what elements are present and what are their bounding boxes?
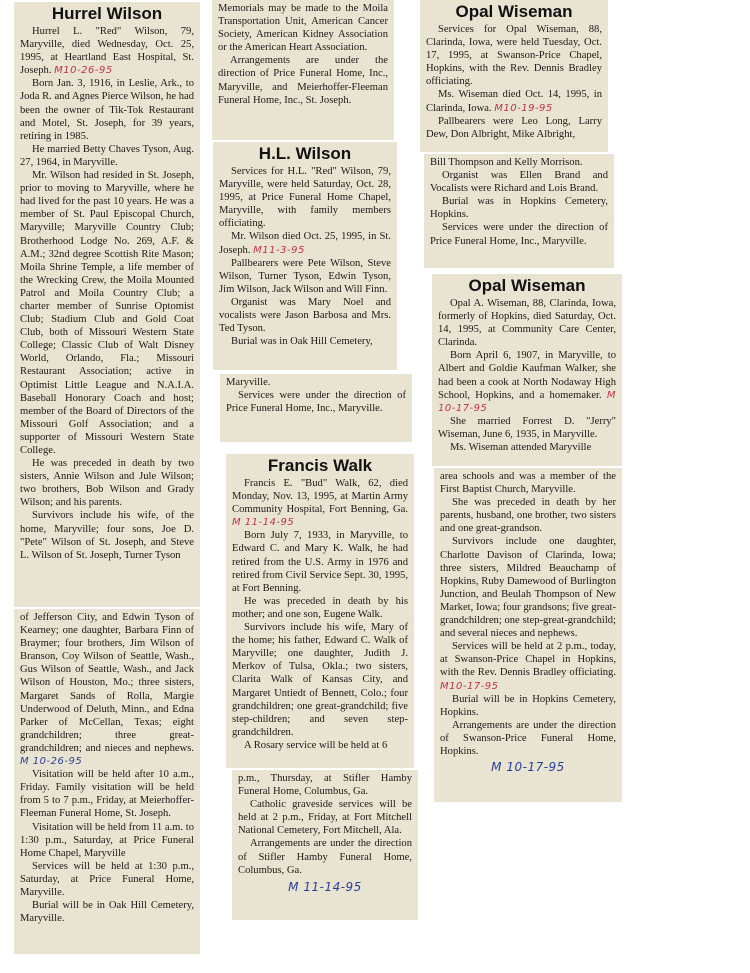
- paragraph: p.m., Thursday, at Stifler Hamby Funeral Home, Columbus, Ga.: [238, 773, 412, 798]
- clipping-opal-wiseman-services: [420, 0, 608, 152]
- handwritten-date-note: M11-3-95: [253, 244, 305, 256]
- clipping-opal-wiseman-obituary-continued: [434, 468, 622, 802]
- paragraph: Pallbearers were Leo Long, Larry Dew, Don Albright, Mike Albright,: [426, 115, 602, 140]
- clipping-francis-walk-continued: [232, 770, 418, 920]
- paragraph: Burial will be in Hopkins Cemetery, Hopkins.: [440, 693, 616, 718]
- paragraph: Services for H.L. "Red" Wilson, 79, Maryville, were held Saturday, Oct. 28, 1995, at Price Funeral Home Chapel, Maryville, with family members officiating.: [219, 166, 391, 230]
- paragraph: Arrangements are under the direction of Swanson-Price Funeral Home, Hopkins.: [440, 719, 616, 757]
- paragraph: He was preceded in death by his mother; and one son, Eugene Walk.: [232, 595, 408, 620]
- obituary-title: Opal Wiseman: [455, 2, 573, 21]
- handwritten-date-note: M 10-26-95: [20, 756, 83, 768]
- clipping-opal-wiseman-services-continued: [424, 154, 614, 268]
- paragraph: Services were under the direction of Price Funeral Home, Inc., Maryville.: [226, 390, 406, 415]
- paragraph: A Rosary service will be held at 6: [244, 739, 388, 751]
- paragraph: Survivors include his wife, Mary of the home; his father, Edward C. Walk of Maryville; one daughter, Judith J. Merkov of Tulsa, Okla.; two sisters, Clarita Walk of Kansas City, and Margaret Untiedt of Bennett, Colo.; four grandchildren; one great-grandchild; five step-children; and seven step-grandchildren.: [232, 622, 408, 738]
- paragraph: Visitation will be held from 11 a.m. to 1:30 p.m., Saturday, at Price Funeral Home Chapel, Maryville: [20, 821, 194, 859]
- paragraph: Opal A. Wiseman, 88, Clarinda, Iowa, formerly of Hopkins, died Saturday, Oct. 14, 1995, at Community Care Center, Clarinda.: [438, 298, 616, 349]
- paragraph: Services for Opal Wiseman, 88, Clarinda, Iowa, were held Tuesday, Oct. 17, 1995, at Swanson-Price Chapel, Hopkins, with the Rev. Dennis Bradley officiating.: [426, 24, 602, 88]
- handwritten-date-note: M10-19-95: [494, 102, 553, 114]
- paragraph: Catholic graveside services will be held at 2 p.m., Friday, at Fort Mitchell National Cemetery, Fort Mitchell, Ala.: [238, 799, 412, 837]
- obituary-title: Opal Wiseman: [468, 276, 586, 295]
- handwritten-date-note: M 11-14-95: [288, 879, 362, 894]
- clipping-hurrel-wilson-top: [14, 2, 200, 607]
- paragraph: Ms. Wiseman died Oct. 14, 1995, in Clarinda, Iowa. M10-19-95: [426, 89, 602, 114]
- paragraph: of Jefferson City, and Edwin Tyson of Kearney; one daughter, Barbara Finn of Braymer; four brothers, Jim Wilson of Branson, Coy Wilson of Seattle, Wash., Gus Wilson of Seattle, Wash., and Jack Wilson of Houston, Mo.; three sisters, Margaret Sands of Rolla, Margie Underwood of Deluth, Minn., and Edna Parker of McCellan, Texas; eight grandchildren; three great-grandchildren; and nieces and nephews. M 10-26-95: [20, 612, 194, 768]
- handwritten-date-note: M 11-14-95: [232, 517, 295, 529]
- paragraph: She was preceded in death by her parents, husband, one brother, two sisters and one great-grandson.: [440, 497, 616, 535]
- paragraph: Ms. Wiseman attended Maryville: [450, 442, 592, 454]
- handwritten-date-note: M 10-17-95: [438, 389, 616, 414]
- paragraph: Maryville.: [226, 377, 271, 388]
- clipping-hl-wilson-continued: [220, 374, 412, 442]
- paragraph: Arrangements are under the direction of Stifler Hamby Funeral Home, Columbus, Ga.: [238, 838, 412, 876]
- paragraph: Visitation will be held after 10 a.m., Friday. Family visitation will be held from 5 to 7 p.m., Friday, at Meierhoffer-Fleeman Funeral Home, St. Joseph.: [20, 769, 194, 820]
- paragraph: area schools and was a member of the First Baptist Church, Maryville.: [440, 471, 616, 496]
- paragraph: Mr. Wilson died Oct. 25, 1995, in St. Joseph. M11-3-95: [219, 231, 391, 256]
- paragraph: [238, 881, 412, 895]
- obituary-title: H.L. Wilson: [258, 144, 352, 163]
- paragraph: Services were under the direction of Price Funeral Home, Inc., Maryville.: [430, 222, 608, 247]
- paragraph: Mr. Wilson had resided in St. Joseph, prior to moving to Maryville, where he had lived for the past 10 years. He was a member of St. Paul Episcopal Church, Maryville; Maryville Country Club; Brotherhood Lodge No. 269, A.F. & A.M.; 32nd degree Scottish Rite Mason; Moila Shrine Temple, a life member of the Wrecking Crew, the Moila Mounted Patrol and Moila Country Club; a charter member of Sunrise Optomist Club; Stadium Club and Gold Coat Club, both of Missouri Western State College; Classic Club of Walt Disney World, Orlando, Fla.; Missouri Restaurant Association; active in Optimist Little League and N.A.I.A. Baseball Honorary Coach and host; member of the Board of Directors of the Missouri Golf Association; and a supporter of Missouri Western State College.: [20, 170, 194, 456]
- paragraph: Services will be held at 1:30 p.m., Saturday, at Price Funeral Home, Maryville.: [20, 860, 194, 898]
- handwritten-date-note: M 10-17-95: [491, 760, 565, 775]
- paragraph: Organist was Ellen Brand and Vocalists were Richard and Lois Brand.: [430, 170, 608, 195]
- clipping-memorials: [212, 0, 394, 140]
- handwritten-date-note: M10-26-95: [54, 65, 113, 77]
- paragraph: Services will be held at 2 p.m., today, at Swanson-Price Chapel in Hopkins, with the Rev. Dennis Bradley officiating. M10-17-95: [440, 641, 616, 692]
- paragraph: Born Jan. 3, 1916, in Leslie, Ark., to Joda R. and Agnes Pierce Wilson, he had been the owner of Tik-Tok Restaurant and Motel, St. Joseph, for 39 years, retiring in 1985.: [20, 78, 194, 142]
- clipping-hurrel-wilson-continued: [14, 609, 200, 954]
- paragraph: Burial was in Oak Hill Cemetery,: [231, 336, 373, 348]
- obituary-title: Hurrel Wilson: [51, 4, 163, 23]
- paragraph: Organist was Mary Noel and vocalists were Jason Barbosa and Mrs. Ted Tyson.: [219, 296, 391, 335]
- paragraph: Bill Thompson and Kelly Morrison.: [430, 157, 583, 168]
- paragraph: Born July 7, 1933, in Maryville, to Edward C. and Mary K. Walk, he had retired from the U.S. Army in 1976 and retired from Civil Service Sept. 30, 1995, at Fort Benning.: [232, 530, 408, 594]
- paragraph: Hurrel L. "Red" Wilson, 79, Maryville, died Wednesday, Oct. 25, 1995, at Heartland East Hospital, St. Joseph. M10-26-95: [20, 26, 194, 77]
- paragraph: She married Forrest D. "Jerry" Wiseman, June 6, 1935, in Maryville.: [438, 415, 616, 440]
- paragraph: Burial was in Hopkins Cemetery, Hopkins.: [430, 196, 608, 221]
- handwritten-date-note: M10-17-95: [440, 680, 499, 692]
- paragraph: Francis E. "Bud" Walk, 62, died Monday, Nov. 13, 1995, at Martin Army Community Hospital, Fort Benning, Ga. M 11-14-95: [232, 478, 408, 529]
- paragraph: Born April 6, 1907, in Maryville, to Albert and Goldie Kaufman Walker, she had been a cook at North Nodaway High School, Hopkins, and a homemaker. M 10-17-95: [438, 350, 616, 414]
- paragraph: Survivors include his wife, of the home, Maryville; four sons, Joe D. "Pete" Wilson of St. Joseph, and Steve L. Wilson of St. Joseph, Turner Tyson: [20, 510, 194, 561]
- paragraph: Memorials may be made to the Moila Transportation Unit, American Cancer Society, American Kidney Association or the American Heart Association.: [218, 3, 388, 54]
- paragraph: Burial will be in Oak Hill Cemetery, Maryville.: [20, 900, 194, 925]
- paragraph: Arrangements are under the direction of Price Funeral Home, Inc., Maryville, and Meierhoffer-Fleeman Funeral Home, Inc., St. Joseph.: [218, 55, 388, 106]
- paragraph: Pallbearers were Pete Wilson, Steve Wilson, Turner Tyson, Edwin Tyson, Jim Wilson, Jack Wilson and Will Finn.: [219, 257, 391, 295]
- paragraph: [440, 761, 616, 775]
- obituary-title: Francis Walk: [267, 456, 373, 475]
- paragraph: He was preceded in death by two sisters, Annie Wilson and Jule Wilson; two brothers, Bob Wilson and Grady Wilson; and his parents.: [20, 458, 194, 509]
- clipping-hl-wilson: [213, 142, 397, 370]
- clipping-francis-walk: [226, 454, 414, 768]
- paragraph: He married Betty Chaves Tyson, Aug. 27, 1964, in Maryville.: [20, 143, 194, 168]
- clipping-opal-wiseman-obituary: [432, 274, 622, 466]
- paragraph: Survivors include one daughter, Charlotte Davison of Clarinda, Iowa; three sisters, Mildred Beauchamp of Hopkins, Ruby Damewood of Burlington Junction, and Beulah Thompson of New Market, Iowa; four grandsons; five great-grandchildren; one step-great-grandchild; and several nieces and nephews.: [440, 536, 616, 640]
